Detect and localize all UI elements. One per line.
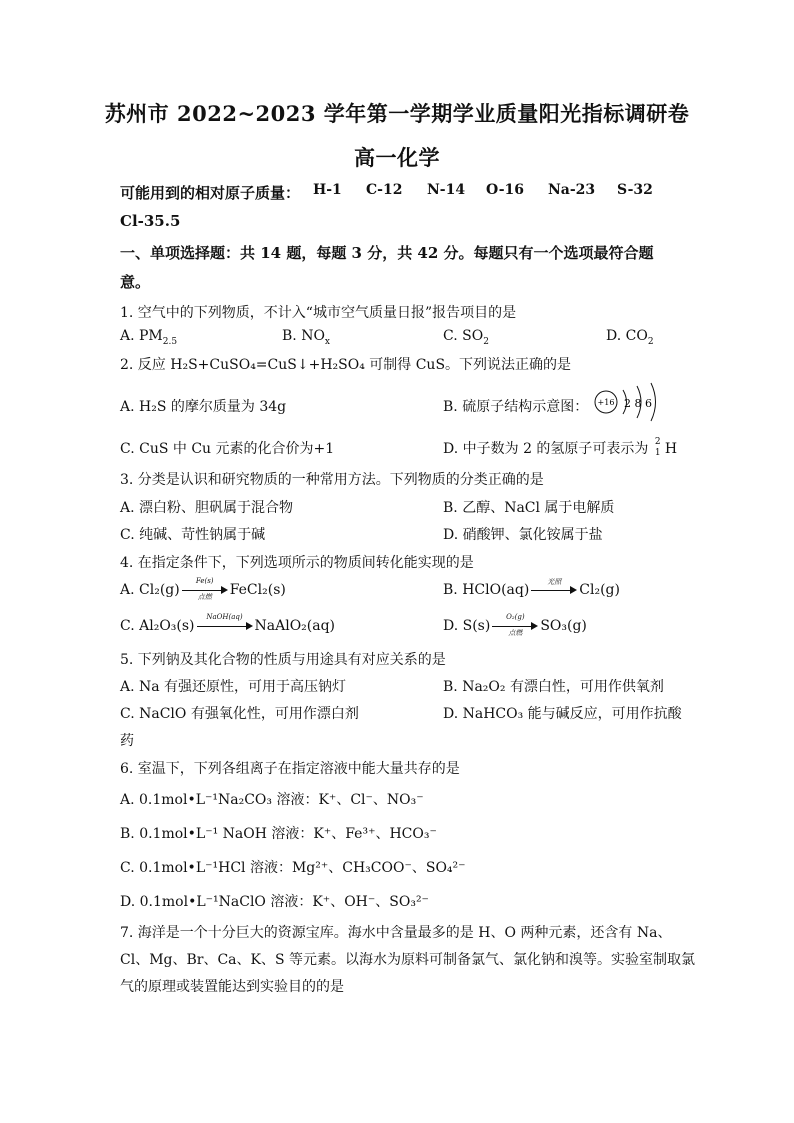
q2-option-c: C. CuS 中 Cu 元素的化合价为+1 (120, 441, 335, 457)
q2-option-b-text: B. 硫原子结构示意图： (443, 399, 589, 415)
q5-option-b: B. Na₂O₂ 有漂白性，可用作供氧剂 (443, 679, 664, 695)
q1-option-b: B. $NO_x$ (282, 328, 330, 347)
q4-c-reactant: C. Al₂O₃(s) (120, 618, 195, 634)
q7-line1: 7. 海洋是一个十分巨大的资源宝库。海水中含量最多的是 H、O 两种元素，还含有 Na、 (120, 925, 672, 941)
q5-option-c: C. NaClO 有强氧化性，可用作漂白剂 (120, 706, 359, 722)
q5-stem: 5. 下列钠及其化合物的性质与用途具有对应关系的是 (120, 652, 446, 668)
q3-option-a: A. 漂白粉、胆矾属于混合物 (120, 500, 294, 516)
q1-option-d: D. $CO_2$ (606, 328, 654, 347)
isotope-notation (653, 437, 665, 458)
q4-b-reactant: B. HClO(aq) (443, 582, 530, 598)
section-heading-line1: 一、单项选择题：共 14 题，每题 3 分，共 42 分。每题只有一个选项最符合题 (120, 244, 654, 262)
q4-option-d (443, 613, 587, 637)
q2-option-b (443, 396, 588, 416)
q4-d-product: SO₃(g) (540, 618, 587, 634)
atomic-mass-s: S-32 (617, 182, 653, 198)
q3-option-c: C. 纯碱、苛性钠属于碱 (120, 527, 266, 543)
atomic-mass-c: C-12 (366, 182, 403, 198)
sulfur-atom-structure-diagram (590, 380, 670, 422)
q4-a-reactant: A. Cl₂(g) (120, 582, 180, 598)
q6-option-a: A. 0.1mol•L⁻¹Na₂CO₃ 溶液：K⁺、Cl⁻、NO₃⁻ (120, 792, 424, 808)
q4-option-c (120, 613, 336, 634)
q2-option-a: A. H₂S 的摩尔质量为 34g (120, 399, 287, 415)
q6-option-c: C. 0.1mol•L⁻¹HCl 溶液：Mg²⁺、CH₃COO⁻、SO₄²⁻ (120, 860, 466, 876)
isotope-symbol: H (664, 441, 678, 457)
reaction-arrow (531, 578, 577, 597)
atomic-mass-h: H-1 (313, 182, 342, 198)
arrow-condition: 光照 (547, 578, 562, 586)
q5-option-d-continued: 药 (120, 733, 134, 749)
q2-stem: 2. 反应 H₂S+CuSO₄=CuS↓+H₂SO₄ 可制得 CuS。下列说法正确的是 (120, 357, 572, 373)
q3-option-d: D. 硝酸钾、氯化铵属于盐 (443, 527, 603, 543)
q4-option-b (443, 578, 620, 598)
q7-line2: Cl、Mg、Br、Ca、K、S 等元素。以海水为原料可制备氯气、氯化钠和溴等。实验室制取氯 (120, 952, 696, 968)
section-heading-line2: 意。 (120, 273, 151, 291)
q4-d-reactant: D. S(s) (443, 618, 491, 634)
q2-option-d (443, 438, 677, 458)
q4-c-product: NaAlO₂(aq) (254, 618, 336, 634)
reaction-arrow (492, 613, 538, 637)
q2-option-d-text: D. 中子数为 2 的氢原子可表示为 (443, 441, 649, 457)
q1-stem: 1. 空气中的下列物质，不计入“城市空气质量日报”报告项目的是 (120, 305, 517, 321)
q4-b-product: Cl₂(g) (579, 582, 620, 598)
atomic-mass-label: 可能用到的相对原子质量： (120, 184, 301, 202)
isotope-mass-number: 2 (654, 437, 661, 447)
q6-stem: 6. 室温下，下列各组离子在指定溶液中能大量共存的是 (120, 761, 460, 777)
arrow-condition: NaOH(aq) (206, 613, 243, 621)
reaction-arrow (182, 577, 228, 601)
atomic-mass-o: O-16 (486, 182, 525, 198)
q4-a-product: FeCl₂(s) (229, 582, 286, 598)
electron-counts: 2 8 6 (624, 397, 652, 410)
atomic-mass-na: Na-23 (548, 182, 596, 198)
q7-line3: 气的原理或装置能达到实验目的的是 (120, 979, 344, 995)
q3-option-b: B. 乙醇、NaCl 属于电解质 (443, 500, 615, 516)
q6-option-d: D. 0.1mol•L⁻¹NaClO 溶液：K⁺、OH⁻、SO₃²⁻ (120, 894, 429, 910)
q5-option-a: A. Na 有强还原性，可用于高压钠灯 (120, 679, 347, 695)
q3-stem: 3. 分类是认识和研究物质的一种常用方法。下列物质的分类正确的是 (120, 472, 544, 488)
q4-option-a (120, 577, 286, 601)
exam-title: 苏州市 2022~2023 学年第一学期学业质量阳光指标调研卷 (104, 101, 690, 126)
q1-option-a: A. $PM_{2.5}$ (120, 328, 178, 347)
exam-subtitle: 高一化学 (354, 145, 440, 170)
q1-option-c: C. $SO_2$ (443, 328, 489, 347)
atomic-mass-cl: Cl-35.5 (120, 212, 181, 230)
arrow-condition: O₂(g) (506, 613, 525, 621)
arrow-condition-below: 点燃 (508, 629, 523, 637)
q5-option-d: D. NaHCO₃ 能与碱反应，可用作抗酸 (443, 706, 682, 722)
arrow-condition: Fe(s) (195, 577, 214, 585)
q4-stem: 4. 在指定条件下，下列选项所示的物质间转化能实现的是 (120, 555, 474, 571)
arrow-condition-below: 点燃 (197, 593, 212, 601)
reaction-arrow (197, 613, 253, 633)
nucleus-charge: +16 (597, 398, 615, 407)
isotope-atomic-number: 1 (654, 448, 661, 458)
q6-option-b: B. 0.1mol•L⁻¹ NaOH 溶液：K⁺、Fe³⁺、HCO₃⁻ (120, 826, 437, 842)
atomic-mass-n: N-14 (427, 182, 466, 198)
